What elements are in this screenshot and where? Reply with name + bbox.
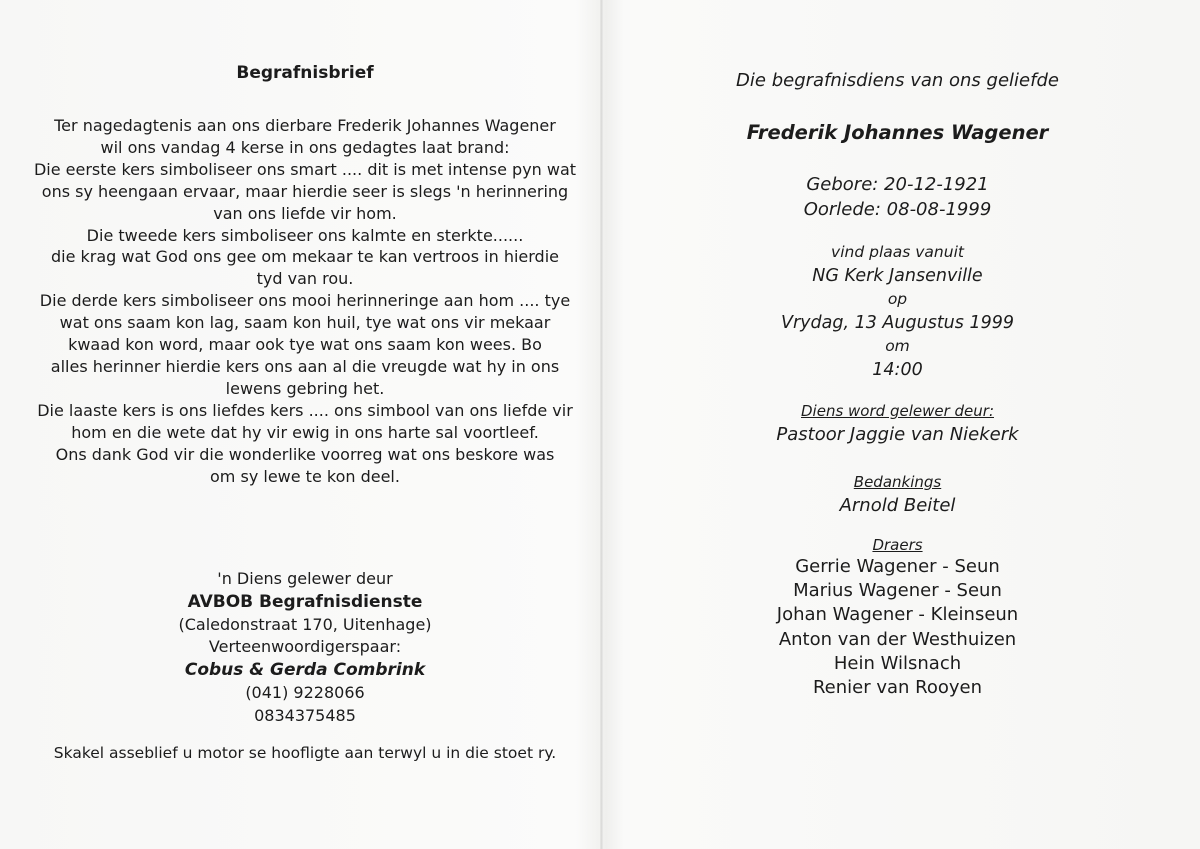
pallbearer: Gerrie Wagener - Seun [795, 556, 1000, 577]
right-page [605, 0, 1190, 849]
thanks-label: Bedankings [853, 473, 942, 491]
poem-line: Ons dank God vir die wonderlike voorreg wat ons beskore was [55, 444, 555, 464]
poem-line: Die laaste kers is ons liefdes kers .... ons simbool van ons liefde vir [37, 400, 573, 420]
pallbearer: Hein Wilsnach [833, 652, 962, 674]
phone-mobile: 0834375485 [254, 705, 356, 725]
service-date: Vrydag, 13 Augustus 1999 [781, 312, 1014, 333]
pallbearer: Marius Wagener - Seun [793, 580, 1002, 602]
officiant-name: Pastoor Jaggie van Niekerk [776, 424, 1019, 445]
poem-line: om sy lewe te kon deel. [210, 466, 400, 486]
birth-date: Gebore: 20-12-1921 [806, 174, 989, 195]
poem-line: wil ons vandag 4 kerse in ons gedagtes laat brand: [100, 137, 510, 157]
pallbearers-list [605, 555, 1190, 700]
poem-line: Die tweede kers simboliseer ons kalmte en sterkte...... [86, 225, 524, 245]
service-heading: Die begrafnisdiens van ons geliefde [736, 70, 1059, 91]
poem-line: kwaad kon word, maar ook tye wat ons saam kon wees. Bo [68, 335, 542, 355]
service-details [605, 241, 1190, 382]
on-word: op [887, 290, 908, 308]
page-title: Begrafnisbrief [236, 63, 374, 83]
service-intro: 'n Diens gelewer deur [217, 569, 393, 588]
bearers-label: Draers [872, 536, 923, 554]
poem-line: wat ons saam kon lag, saam kon huil, tye wat ons vir mekaar [59, 313, 551, 333]
venue-intro: vind plaas vanuit [831, 243, 964, 261]
funeral-service-provider [10, 568, 600, 728]
representative-label: Verteenwoordigerspaar: [208, 637, 402, 657]
left-page [10, 0, 600, 849]
center-fold [600, 0, 603, 849]
deceased-name: Frederik Johannes Wagener [746, 121, 1049, 144]
officiant-label: Diens word gelewer deur: [801, 402, 994, 420]
representative-names: Cobus & Gerda Combrink [184, 660, 426, 681]
poem-line: lewens gebring het. [225, 378, 385, 398]
phone-landline: (041) 9228066 [245, 682, 365, 702]
life-dates [605, 172, 1190, 222]
poem-line: alles herinner hierdie kers ons aan al die vreugde wat hy in ons [50, 356, 560, 376]
poem-line: Die derde kers simboliseer ons mooi herinneringe aan hom .... tye [39, 291, 571, 311]
venue-name: NG Kerk Jansenville [812, 265, 983, 286]
pallbearer: Renier van Rooyen [812, 677, 983, 699]
company-name: AVBOB Begrafnisdienste [187, 591, 423, 612]
thanks-name: Arnold Beitel [839, 495, 956, 516]
at-word: om [885, 337, 910, 355]
poem-line: Ter nagedagtenis aan ons dierbare Frederik Johannes Wagener [54, 116, 556, 135]
poem-line: van ons liefde vir hom. [213, 203, 397, 223]
memorial-poem [10, 115, 600, 487]
company-address: (Caledonstraat 170, Uitenhage) [178, 614, 432, 634]
poem-line: Die eerste kers simboliseer ons smart .... dit is met intense pyn wat [33, 159, 577, 179]
death-date: Oorlede: 08-08-1999 [803, 199, 992, 220]
pallbearer: Anton van der Westhuizen [778, 628, 1017, 650]
officiant-section [605, 399, 1190, 447]
pallbearer: Johan Wagener - Kleinseun [776, 604, 1019, 626]
poem-line: hom en die wete dat hy vir ewig in ons harte sal voortleef. [71, 422, 539, 442]
poem-line: ons sy heengaan ervaar, maar hierdie seer is slegs 'n herinnering [41, 181, 569, 201]
headlights-note: Skakel asseblief u motor se hoofligte aan terwyl u in die stoet ry. [53, 744, 557, 762]
thanks-section [605, 470, 1190, 518]
poem-line: die krag wat God ons gee om mekaar te kan vertroos in hierdie [51, 247, 559, 267]
poem-line: tyd van rou. [256, 269, 354, 289]
service-time: 14:00 [872, 359, 923, 380]
